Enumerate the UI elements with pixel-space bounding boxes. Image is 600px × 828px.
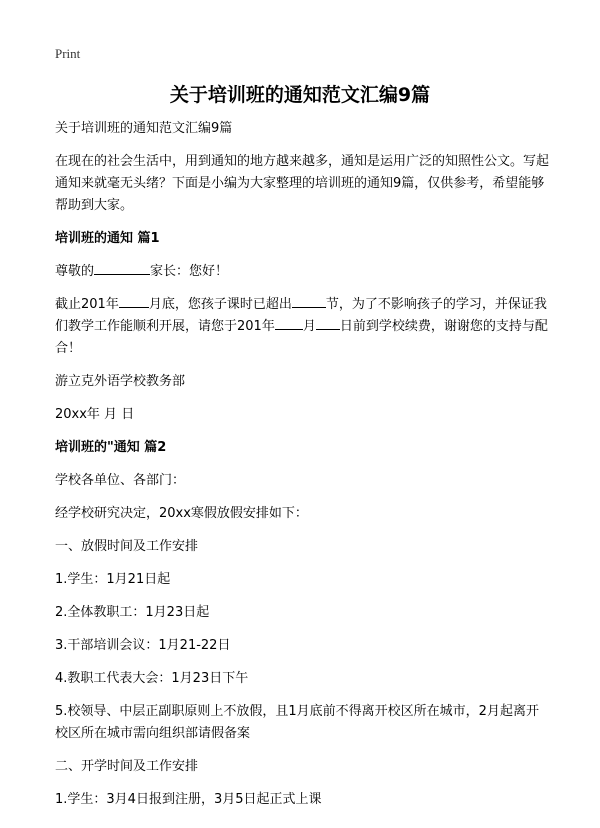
day-blank (316, 316, 340, 330)
document-body (55, 118, 550, 822)
intro-paragraph: 在现在的社会生活中，用到通知的地方越来越多，通知是运用广泛的知照性公文。写起通知来就毫无头绪？下面是小编为大家整理的培训班的通知9篇，仅供参考，希望能够帮助到大家。 (55, 154, 550, 213)
section2-heading: 培训班的"通知 篇2 (55, 440, 167, 455)
section2-decision: 经学校研究决定，20xx寒假放假安排如下： (55, 506, 308, 521)
part2-title: 二、开学时间及工作安排 (55, 759, 199, 774)
list-item: 1.学生：1月21日起 (55, 572, 171, 587)
month-blank-2 (275, 316, 303, 330)
list-item: 4.教职工代表大会：1月23日下午 (55, 671, 249, 686)
section1-body (55, 294, 550, 360)
print-link[interactable]: Print (55, 46, 81, 61)
list-item: 5.校领导、中层正副职原则上不放假，且1月底前不得离开校区所在城市，2月起离开校区所在城市需向组织部请假备案 (55, 704, 539, 741)
body-part-e: 日前到学校续费，谢谢您的支持与配合！ (55, 319, 548, 356)
list-item: 2.全体教职工：1月23日起 (55, 605, 210, 620)
greeting-prefix: 尊敬的 (55, 264, 95, 279)
body-part-c: 节，为了不影响孩子的学习，并保证我们教学工作能顺利开展，请您于201年 (55, 297, 547, 334)
hours-blank (292, 294, 326, 308)
list-item: 1.学生：3月4日报到注册，3月5日起正式上课 (55, 792, 322, 807)
section1-heading: 培训班的通知 篇1 (55, 231, 160, 246)
document-subtitle: 关于培训班的通知范文汇编9篇 (55, 121, 233, 136)
body-part-a: 截止201年 (55, 297, 119, 312)
document-title: 关于培训班的通知范文汇编9篇 (169, 84, 431, 106)
body-part-d: 月 (302, 319, 316, 334)
name-blank (94, 261, 150, 275)
part1-title: 一、放假时间及工作安排 (55, 539, 199, 554)
greeting-suffix: 家长：您好！ (150, 264, 229, 279)
section2-addressee: 学校各单位、各部门： (55, 473, 186, 488)
section1-org: 游立克外语学校教务部 (55, 374, 186, 389)
month-blank (119, 294, 149, 308)
section1-date: 20xx年 月 日 (55, 407, 135, 422)
section1-greeting (55, 261, 550, 283)
body-part-b: 月底，您孩子课时已超出 (148, 297, 292, 312)
list-item: 3.干部培训会议：1月21-22日 (55, 638, 231, 653)
